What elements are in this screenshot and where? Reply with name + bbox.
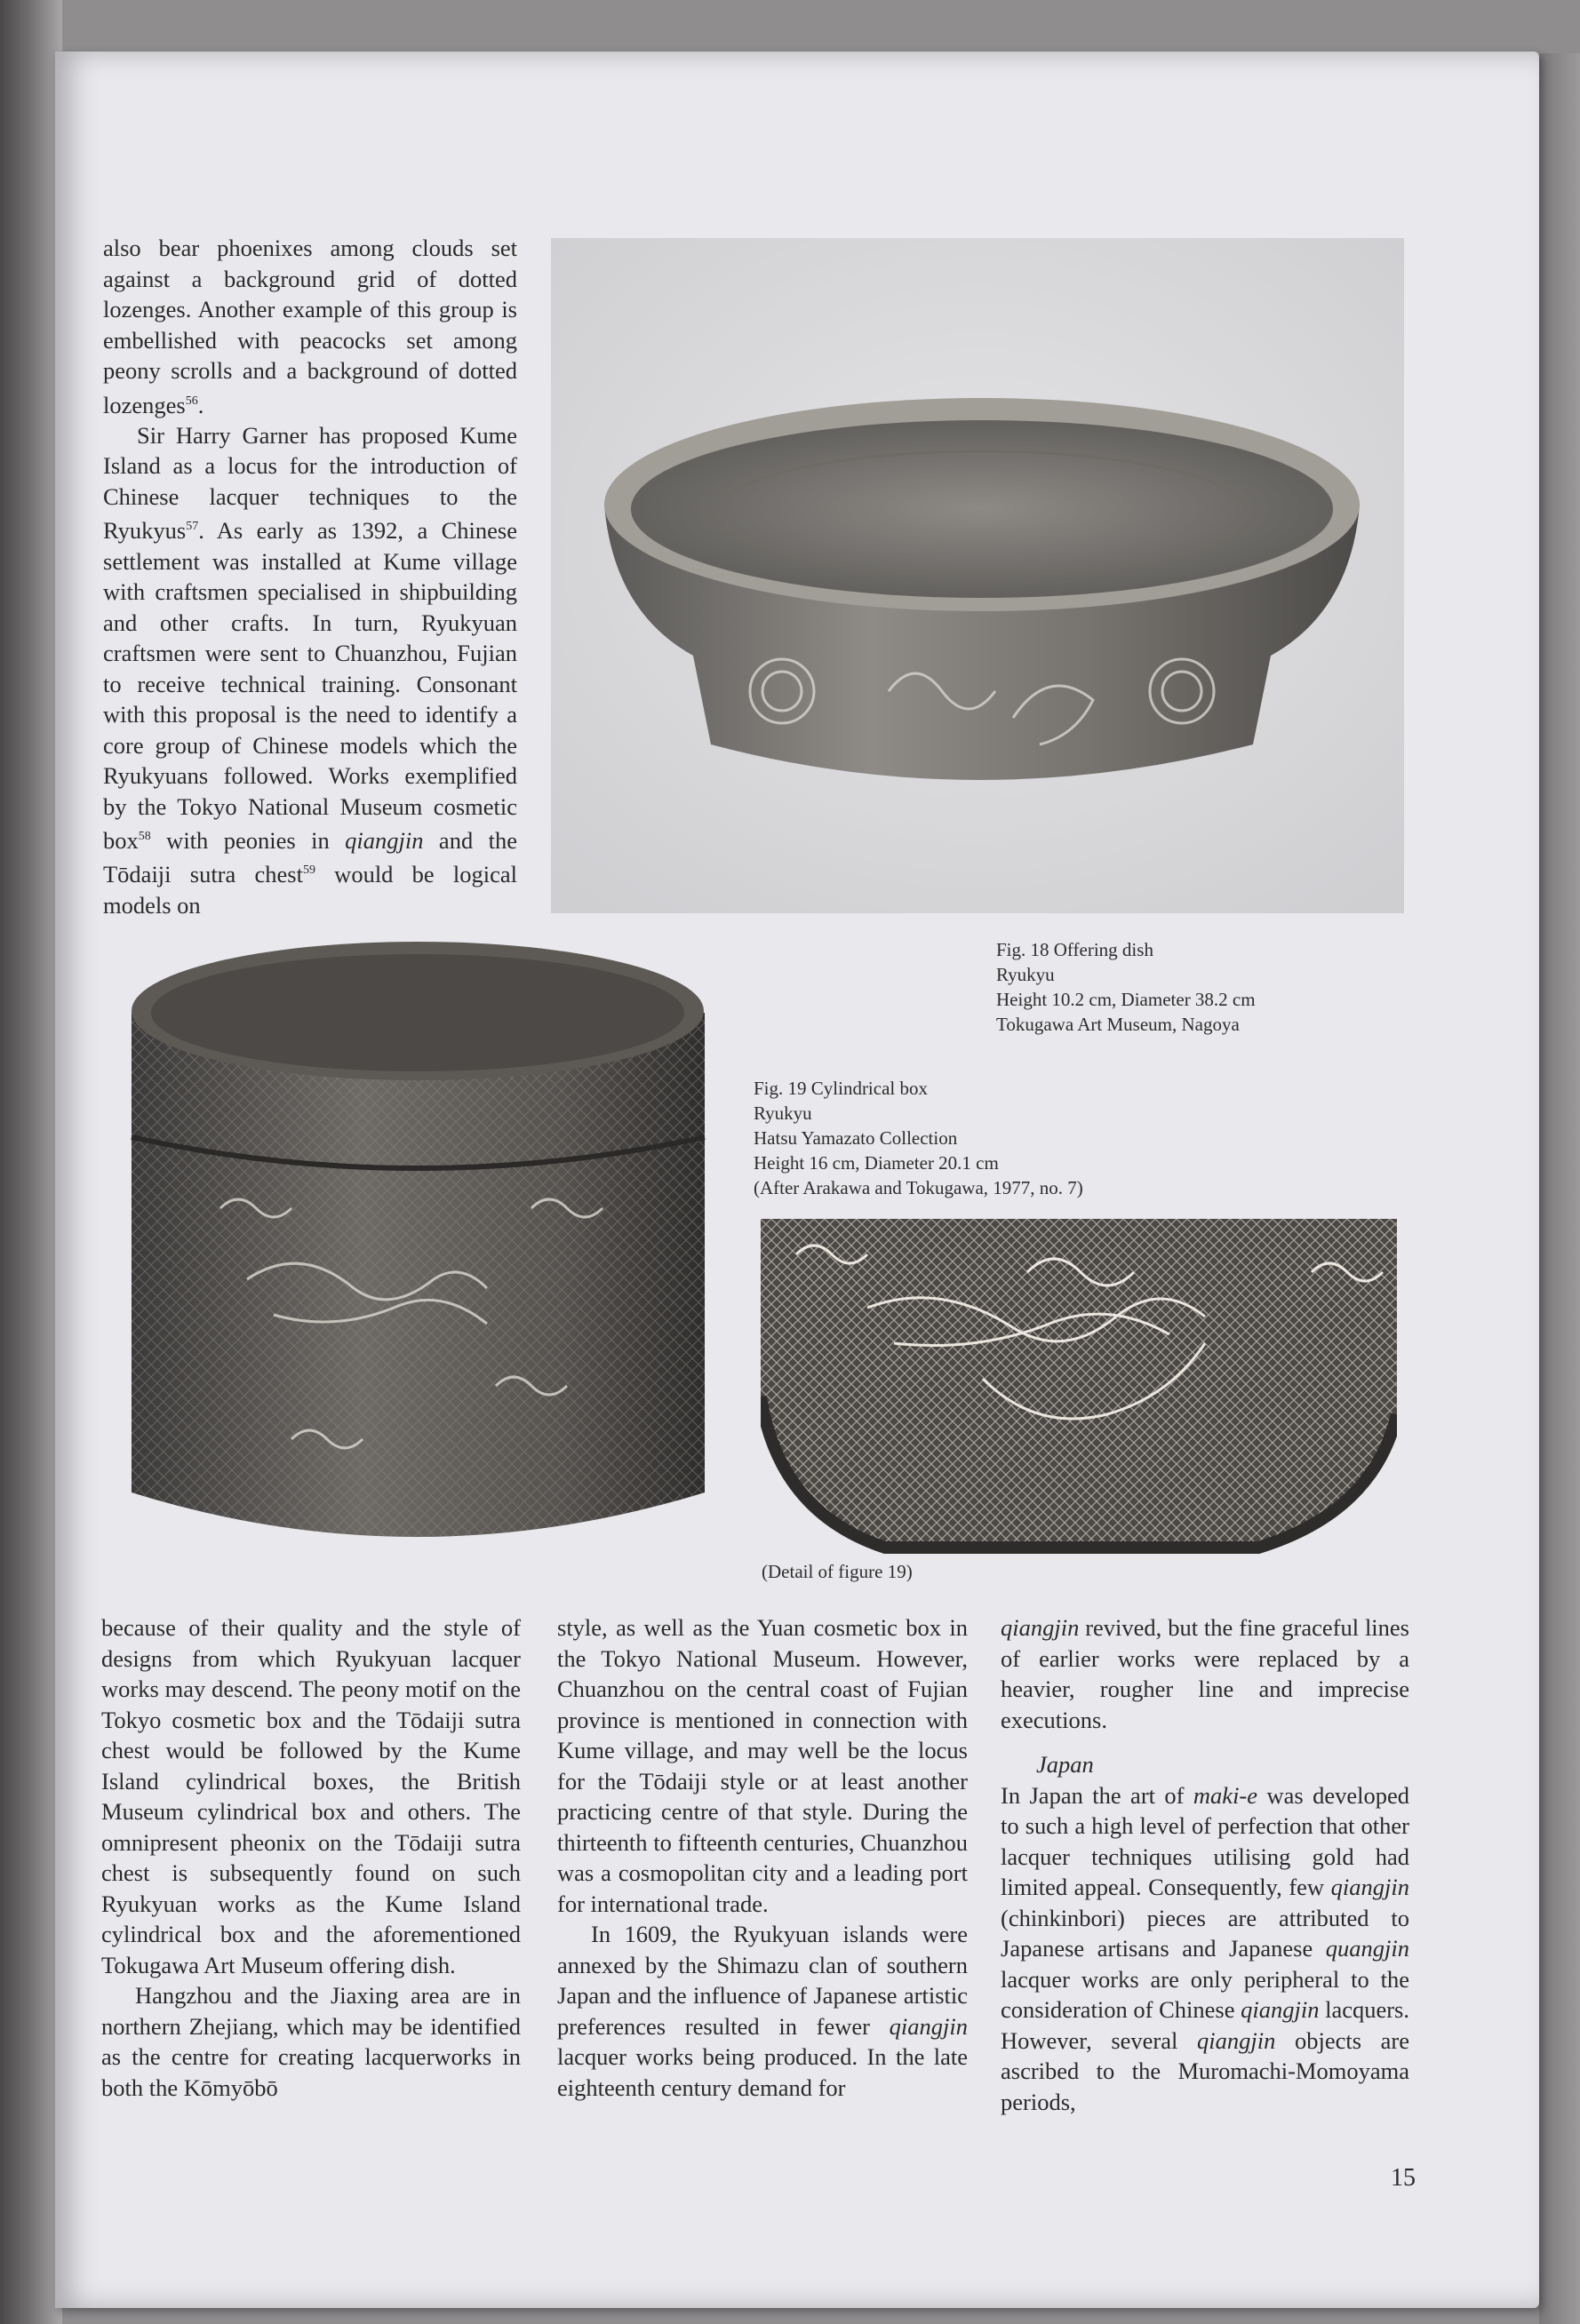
caption-line: Height 10.2 cm, Diameter 38.2 cm: [996, 989, 1256, 1010]
paragraph: because of their quality and the style of designs from which Ryukyuan lacquer works may descend. The peony motif on the Tokyo cosmetic box and the Tōdaiji sutra chest would be followed by the Kume Island cylindrical boxes, the British Museum cylindrical box and others. The omnipresent pheonix on the Tōdaiji sutra chest is subsequently found on such Ryukyuan works as the Kume Island cylindrical box and the aforementioned Tokugawa Art Museum offering dish.: [101, 1614, 521, 1978]
paragraph: Hangzhou and the Jiaxing area are in northern Zhejiang, which may be identified as the centre for creating lacquerworks in both the Kōmyōbō: [101, 1982, 521, 2101]
photo-detail-phoenix: [761, 1219, 1397, 1556]
caption-line: Hatsu Yamazato Collection: [754, 1127, 958, 1149]
paragraph: In 1609, the Ryukyuan islands were annexed by the Shimazu clan of southern Japan and the influence of Japanese artistic preferences resulted in fewer qiangjin lacquer works being produced. In the late eighteenth century demand for: [557, 1921, 968, 2101]
caption-line: Ryukyu: [754, 1102, 812, 1124]
footnote-ref[interactable]: 57: [186, 520, 199, 534]
book-spine-shadow: [0, 0, 62, 2324]
page-number: 15: [1391, 2164, 1416, 2192]
caption-line: Height 16 cm, Diameter 20.1 cm: [754, 1152, 999, 1174]
caption-line: Fig. 19 Cylindrical box: [754, 1078, 928, 1099]
text-column-4: [1001, 1612, 1409, 2117]
footnote-ref[interactable]: 59: [302, 864, 315, 878]
text-column-3: [557, 1612, 968, 2103]
paragraph: style, as well as the Yuan cosmetic box in the Tokyo National Museum. However, Chuanzhou on the central coast of Fujian province is mentioned in connection with Kume village, and may well be the locus for the Tōdaiji style or at least another practicing centre of that style. During the thirteenth to fifteenth centuries, Chuanzhou was a cosmopolitan city and a leading port for international trade.: [557, 1614, 968, 1917]
text-column-1: [103, 233, 517, 920]
caption-line: Fig. 18 Offering dish: [996, 939, 1153, 960]
caption-line: (After Arakawa and Tokugawa, 1977, no. 7): [754, 1177, 1083, 1198]
photo-offering-dish: [551, 238, 1404, 913]
caption-line: Tokugawa Art Museum, Nagoya: [996, 1014, 1240, 1035]
paragraph: In Japan the art of maki-e was developed to such a high level of perfection that other lacquer techniques utilising gold had limited appeal. Consequently, few qiangjin (chinkinbori) pieces are attributed to Japanese artisans and Japanese quangjin lacquer works are only peripheral to the consideration of Chinese qiangjin lacquers. However, several qiangjin objects are ascribed to the Muromachi-Momoyama periods,: [1001, 1781, 1409, 2115]
footnote-ref[interactable]: 58: [138, 830, 151, 844]
footnote-ref[interactable]: 56: [185, 394, 198, 408]
figure-19-caption: [754, 1076, 1083, 1200]
section-heading-japan: Japan: [1036, 1751, 1094, 1778]
caption-line: Ryukyu: [996, 964, 1055, 985]
paragraph: also bear phoenixes among clouds set against a background grid of dotted lozenges. Another example of this group is embellished with peacocks set among peony scrolls and a background of dotted lozenges$^{56}$.: [103, 235, 517, 418]
detail-caption: (Detail of figure 19): [762, 1561, 913, 1582]
right-page-edge: [1539, 53, 1580, 2324]
paragraph: qiangjin revived, but the fine graceful lines of earlier works were replaced by a heavier, rougher line and imprecise executions.: [1001, 1614, 1409, 1733]
photo-cylindrical-box: [114, 942, 718, 1581]
paragraph: Sir Harry Garner has proposed Kume Island as a locus for the introduction of Chinese lacquer techniques to the Ryukyus$^{57}$. As early as 1392, a Chinese settlement was installed at Kume village with craftsmen specialised in shipbuilding and other crafts. In turn, Ryukyuan craftsmen were sent to Chuanzhou, Fujian to receive technical training. Consonant with this proposal is the need to identify a core group of Chinese models which the Ryukyuans followed. Works exemplified by the Tokyo National Museum cosmetic box$^{58}$ with peonies in qiangjin and the Tōdaiji sutra chest$^{59}$ would be logical models on: [103, 421, 518, 919]
figure-18-caption: [996, 937, 1256, 1037]
text-column-2: [101, 1612, 521, 2103]
